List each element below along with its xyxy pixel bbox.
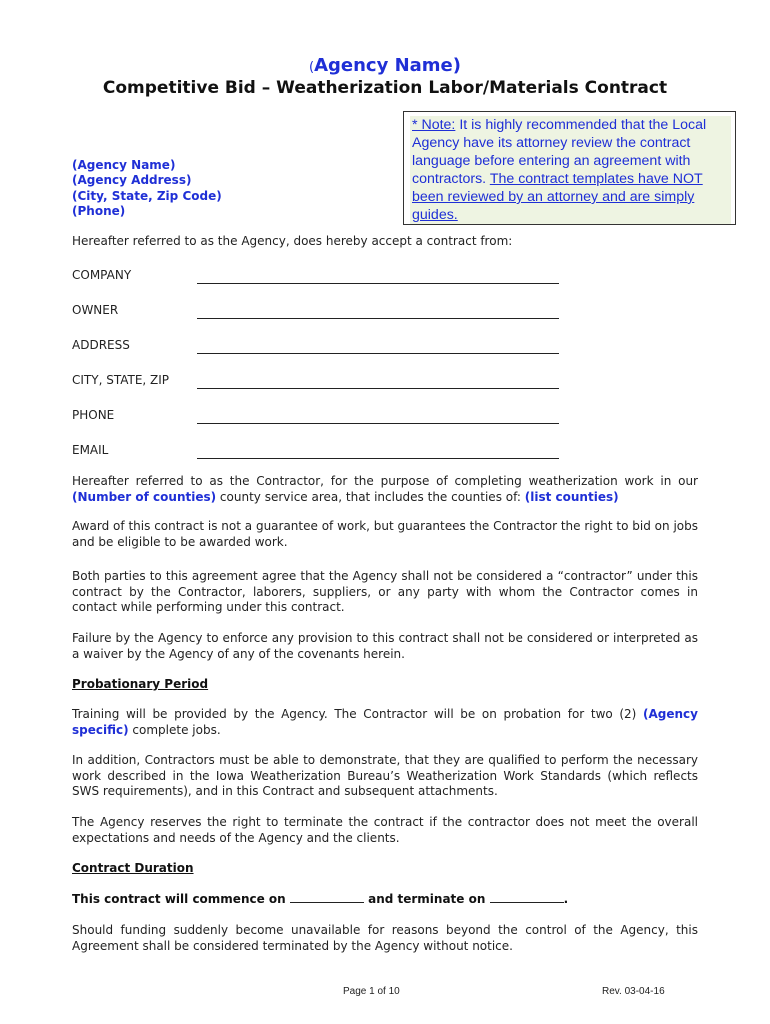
end-date-blank[interactable]	[490, 892, 564, 903]
address-line[interactable]	[197, 353, 559, 354]
funding-paragraph: Should funding suddenly become unavailable for reasons beyond the control of the Agency, this Agreement shall be considered terminated by the Agency without notice.	[72, 923, 698, 953]
owner-line[interactable]	[197, 318, 559, 319]
company-label: COMPANY	[72, 268, 132, 282]
note-warning: The contract templates have NOT been reviewed by an attorney and are simply guides.	[412, 171, 703, 223]
probationary-heading: Probationary Period	[72, 677, 209, 691]
attorney-note-text: * Note: It is highly recommended that the Local Agency have its attorney review the contract language before entering an agreement with contractors. The contract templates have NOT been reviewed by an attorney and are simply guides.	[410, 116, 731, 224]
company-line[interactable]	[197, 283, 559, 284]
phone-line[interactable]	[197, 423, 559, 424]
terminate-paragraph: The Agency reserves the right to terminate the contract if the contractor does not meet the overall expectations and needs of the Agency and the clients.	[72, 815, 698, 845]
phone-label: PHONE	[72, 408, 115, 422]
city-state-zip-line[interactable]	[197, 388, 559, 389]
commence-line: This contract will commence on and terminate on .	[72, 892, 569, 906]
contractor-paragraph: Hereafter referred to as the Contractor, for the purpose of completing weatherization work in our (Number of counties) county service area, that includes the counties of: (list counties)	[72, 474, 698, 504]
award-paragraph: Award of this contract is not a guarantee of work, but guarantees the Contractor the right to bid on jobs and be eligible to be awarded work.	[72, 519, 698, 549]
city-state-zip-label: CITY, STATE, ZIP	[72, 373, 170, 387]
attorney-note-box	[403, 111, 736, 225]
document-title: Competitive Bid – Weatherization Labor/Materials Contract	[102, 78, 668, 98]
email-label: EMAIL	[72, 443, 109, 457]
note-label: * Note:	[412, 117, 456, 133]
intro-text: Hereafter referred to as the Agency, does hereby accept a contract from:	[72, 234, 513, 248]
page-number: Page 1 of 10	[343, 986, 400, 997]
email-line[interactable]	[197, 458, 559, 459]
duration-heading: Contract Duration	[72, 861, 194, 875]
both-parties-paragraph: Both parties to this agreement agree that the Agency shall not be considered a “contractor” under this contract by the Contractor, laborers, suppliers, or any party with whom the Contractor comes in contact while performing under this contract.	[72, 569, 698, 614]
address-label: ADDRESS	[72, 338, 130, 352]
agency-address-block: (Agency Name) (Agency Address) (City, State, Zip Code) (Phone)	[72, 158, 222, 219]
qualification-paragraph: In addition, Contractors must be able to demonstrate, that they are qualified to perform the necessary work described in the Iowa Weatherization Bureau’s Weatherization Work Standards (which reflects SWS requirements), and in this Contract and subsequent attachments.	[72, 753, 698, 798]
owner-label: OWNER	[72, 303, 119, 317]
failure-paragraph: Failure by the Agency to enforce any provision to this contract shall not be considered or interpreted as a waiver by the Agency of any of the covenants herein.	[72, 631, 698, 661]
start-date-blank[interactable]	[290, 892, 364, 903]
revision-date: Rev. 03-04-16	[602, 986, 665, 997]
agency-name-header: (Agency Name)	[309, 55, 461, 76]
training-paragraph: Training will be provided by the Agency. The Contractor will be on probation for two (2) (Agency specific) complete jobs.	[72, 707, 698, 737]
